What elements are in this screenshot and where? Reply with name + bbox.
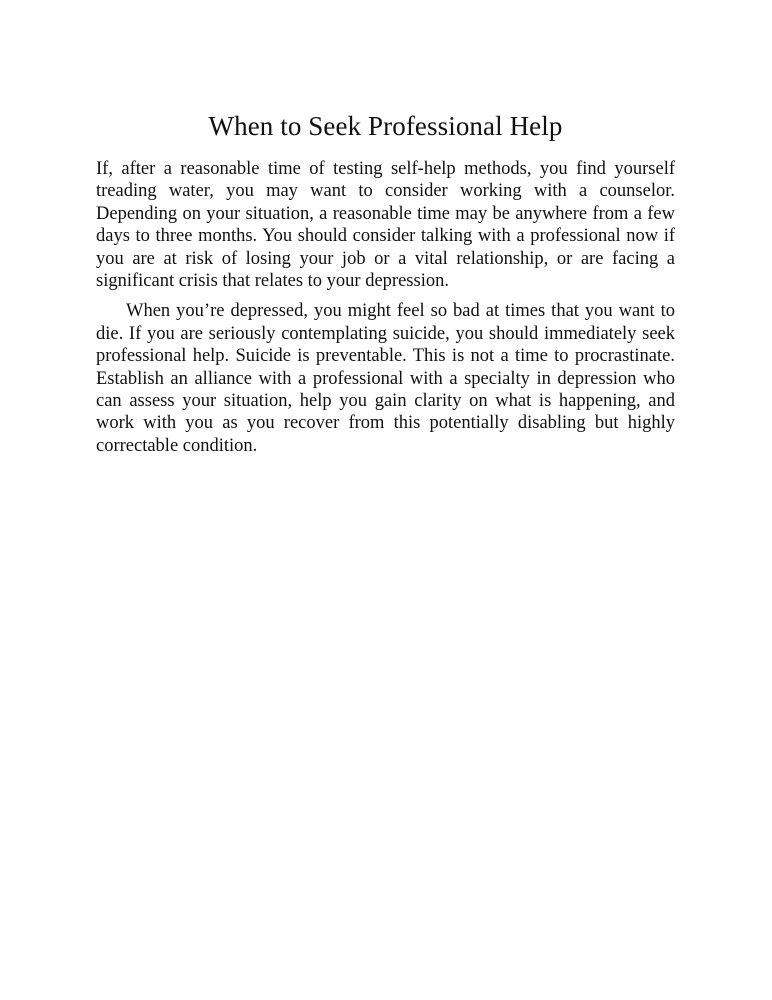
document-body: [96, 108, 675, 457]
paragraph-2: When you’re depressed, you might feel so bad at times that you want to die. If you are seriously contemplating suicide, you should immediately seek professional help. Suicide is preventable. This is not a time to procrastinate. Establish an alliance with a professional with a specialty in depression who can assess your situation, help you gain clarity on what is happening, and work with you as you recover from this potentially disabling but highly correctable condition.: [96, 301, 675, 456]
section-title: When to Seek Professional Help: [208, 111, 563, 141]
paragraph-1: If, after a reasonable time of testing self-help methods, you find yourself treading water, you may want to consider working with a counselor. Depending on your situation, a reasonable time may be anywhere from a few days to three months. You should consider talking with a professional now if you are at risk of losing your job or a vital relationship, or are facing a significant crisis that relates to your depression.: [96, 159, 675, 292]
